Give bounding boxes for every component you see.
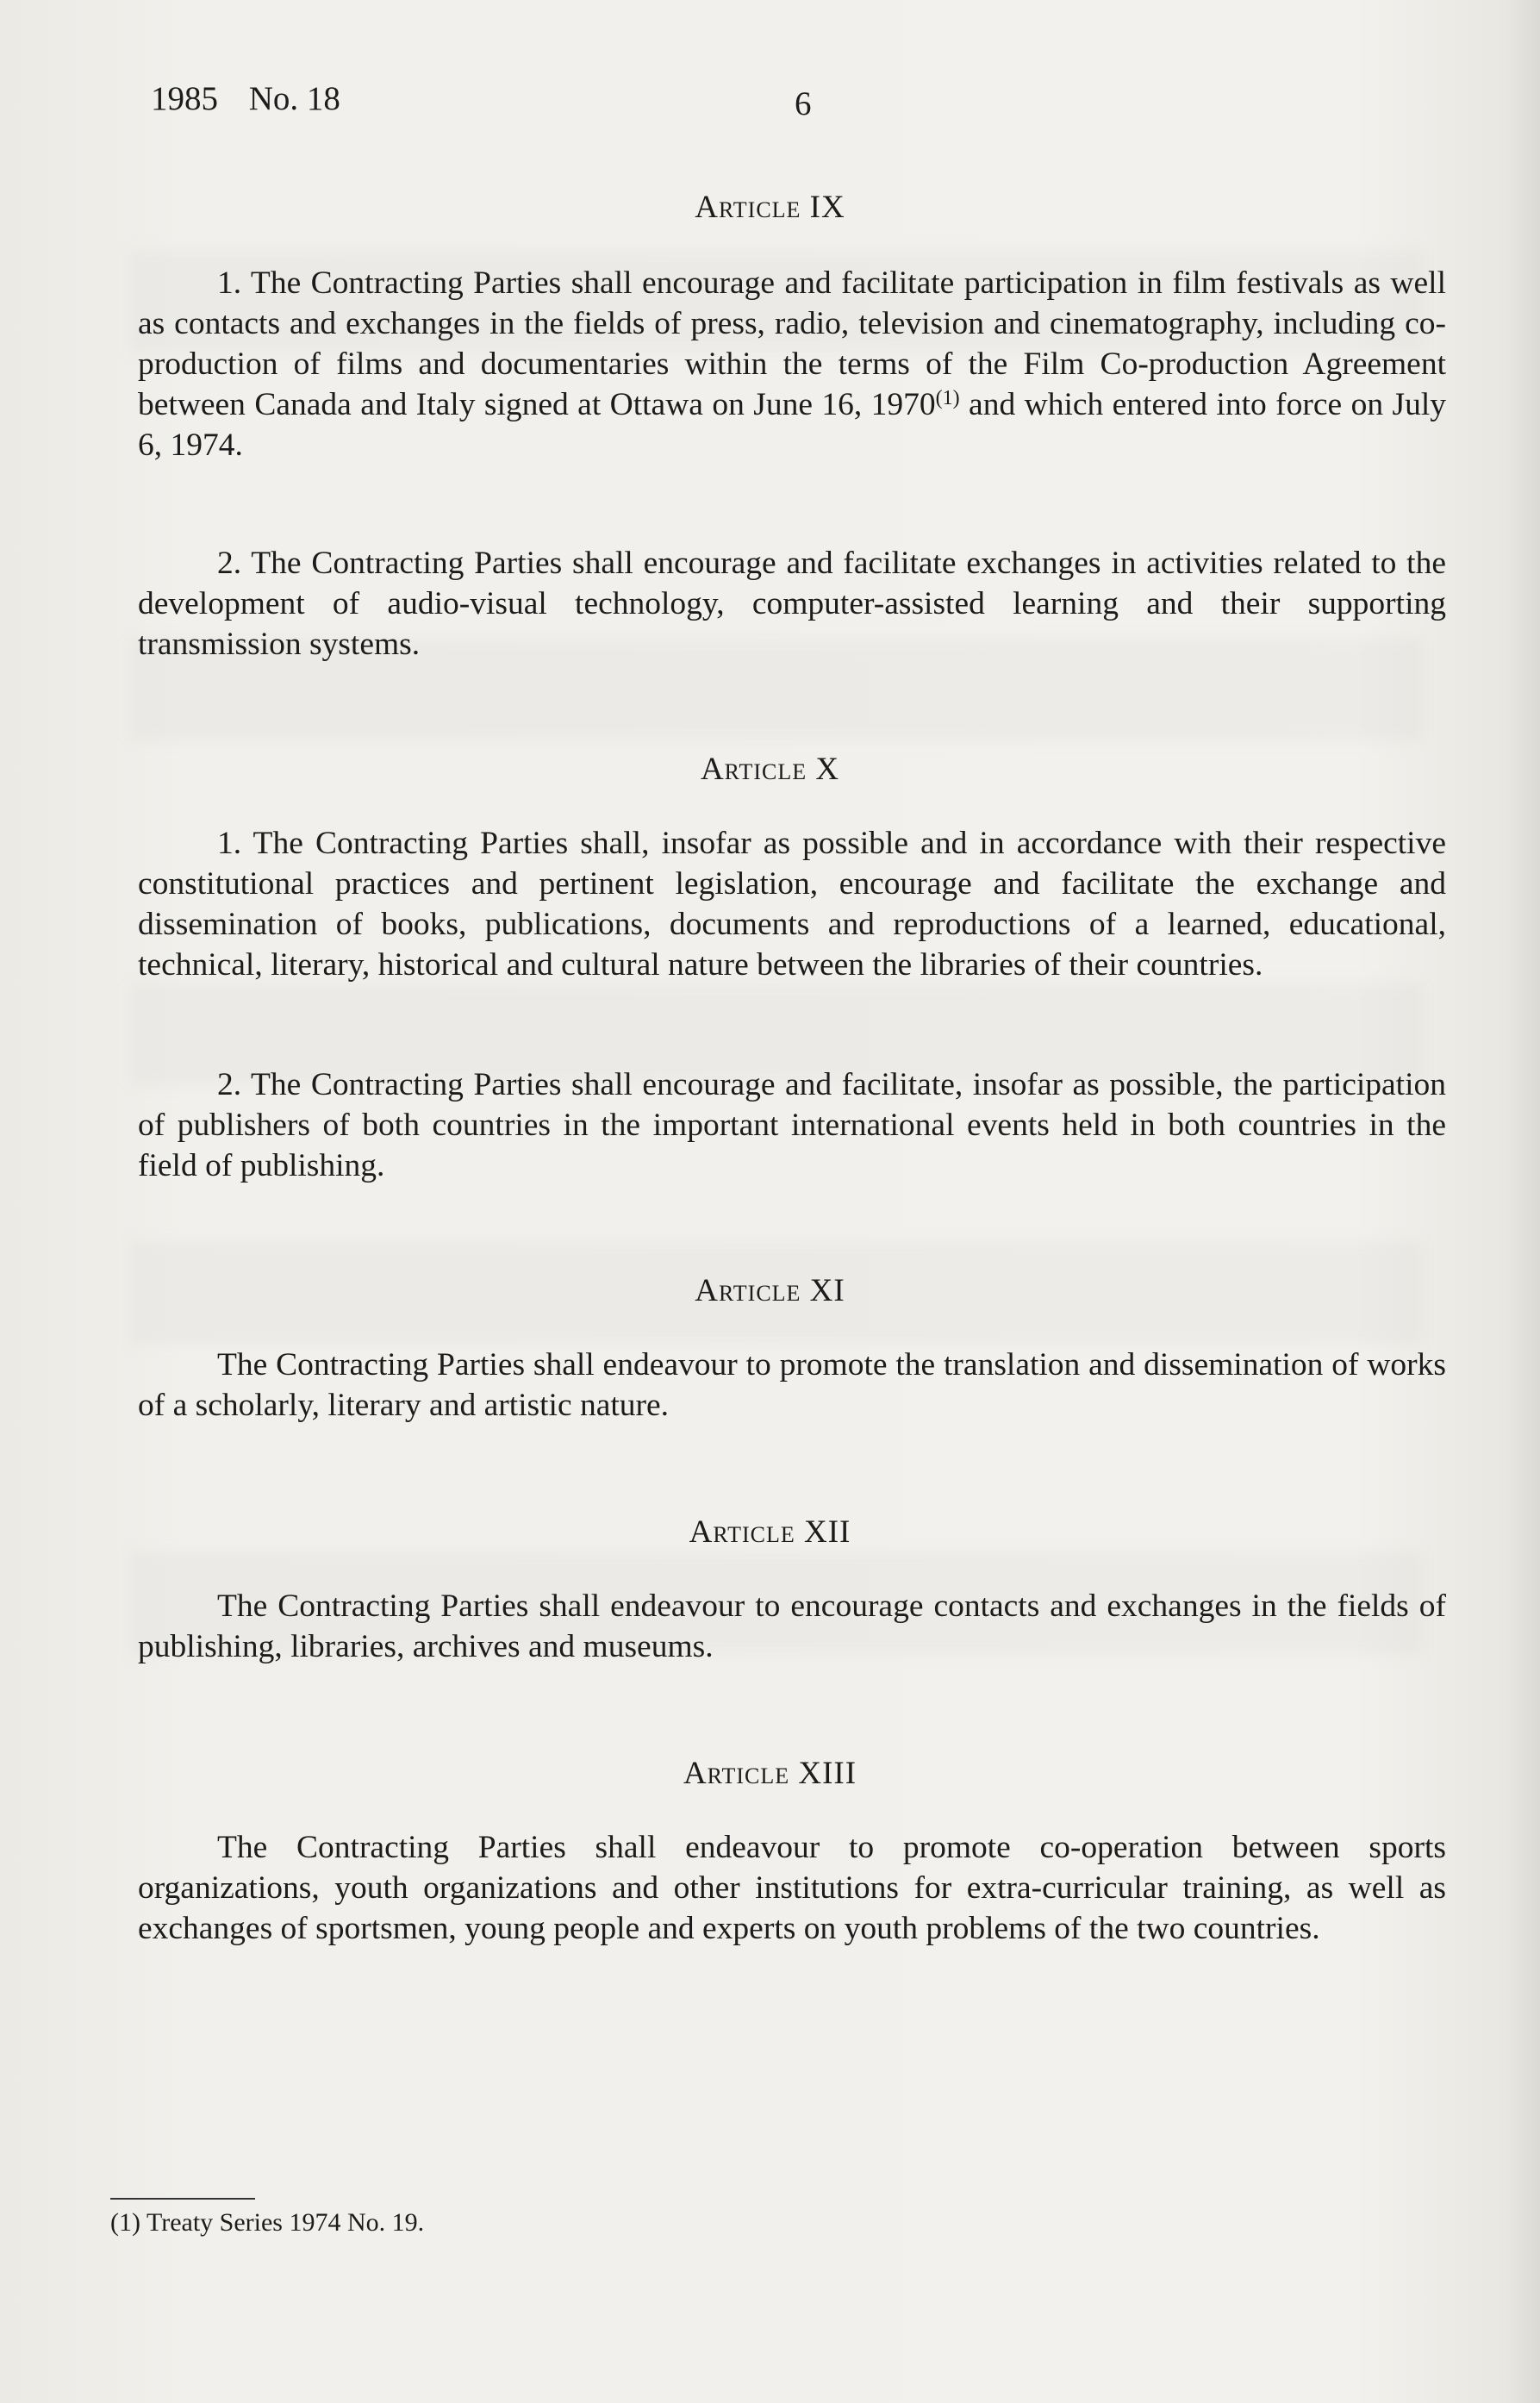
article-paragraph	[138, 263, 1446, 465]
article-heading: Article XIII	[683, 1756, 857, 1791]
article-paragraph: The Contracting Parties shall endeavour to encourage contacts and exchanges in the fields of publishing, libraries, archives and museums.	[138, 1588, 1446, 1664]
article-heading: Article XII	[689, 1514, 851, 1550]
article-paragraph: The Contracting Parties shall endeavour to promote the translation and dissemination of works of a scholarly, literary and artistic nature.	[138, 1347, 1446, 1423]
article-heading: Article XI	[695, 1273, 845, 1308]
page-edge-shadow	[1506, 0, 1540, 2403]
article-paragraph: The Contracting Parties shall endeavour to promote co-operation between sports organizations, youth organizations and other institutions for extra-curricular training, as well as exchanges of sportsmen, young people and experts on youth problems of the two countries.	[138, 1830, 1446, 1946]
running-header	[151, 79, 340, 119]
article-heading: Article IX	[695, 190, 845, 225]
article-paragraph: 2. The Contracting Parties shall encourage and facilitate, insofar as possible, the participation of publishers of both countries in the important international events held in both countries in the field of publishing.	[138, 1067, 1446, 1183]
paragraph-text: 1. The Contracting Parties shall encourage and facilitate participation in film festivals as well as contacts and exchanges in the fields of press, radio, television and cinematography, including co-production of films and documentaries within the terms of the Film Co-production Agreement between Canada and Italy signed at Ottawa on June 16, 1970	[138, 265, 1446, 422]
page-number: 6	[795, 85, 812, 122]
article-paragraph: 2. The Contracting Parties shall encourage and facilitate exchanges in activities related to the development of audio-visual technology, computer-assisted learning and their supporting transmission systems.	[138, 546, 1446, 662]
footnote-reference: (1)	[935, 387, 960, 409]
article-paragraph: 1. The Contracting Parties shall, insofar as possible and in accordance with their respective constitutional practices and pertinent legislation, encourage and facilitate the exchange and dissemination of books, publications, documents and reproductions of a learned, educational, technical, literary, historical and cultural nature between the libraries of their countries.	[138, 826, 1446, 983]
paragraph-text-continued: and which entered into force on July 6, 1974.	[138, 387, 1446, 463]
header-year: 1985	[151, 80, 218, 117]
header-series-number: No. 18	[248, 80, 340, 117]
footnote: (1) Treaty Series 1974 No. 19.	[110, 2208, 425, 2237]
footnote-divider	[110, 2198, 255, 2200]
article-heading: Article X	[700, 752, 840, 787]
